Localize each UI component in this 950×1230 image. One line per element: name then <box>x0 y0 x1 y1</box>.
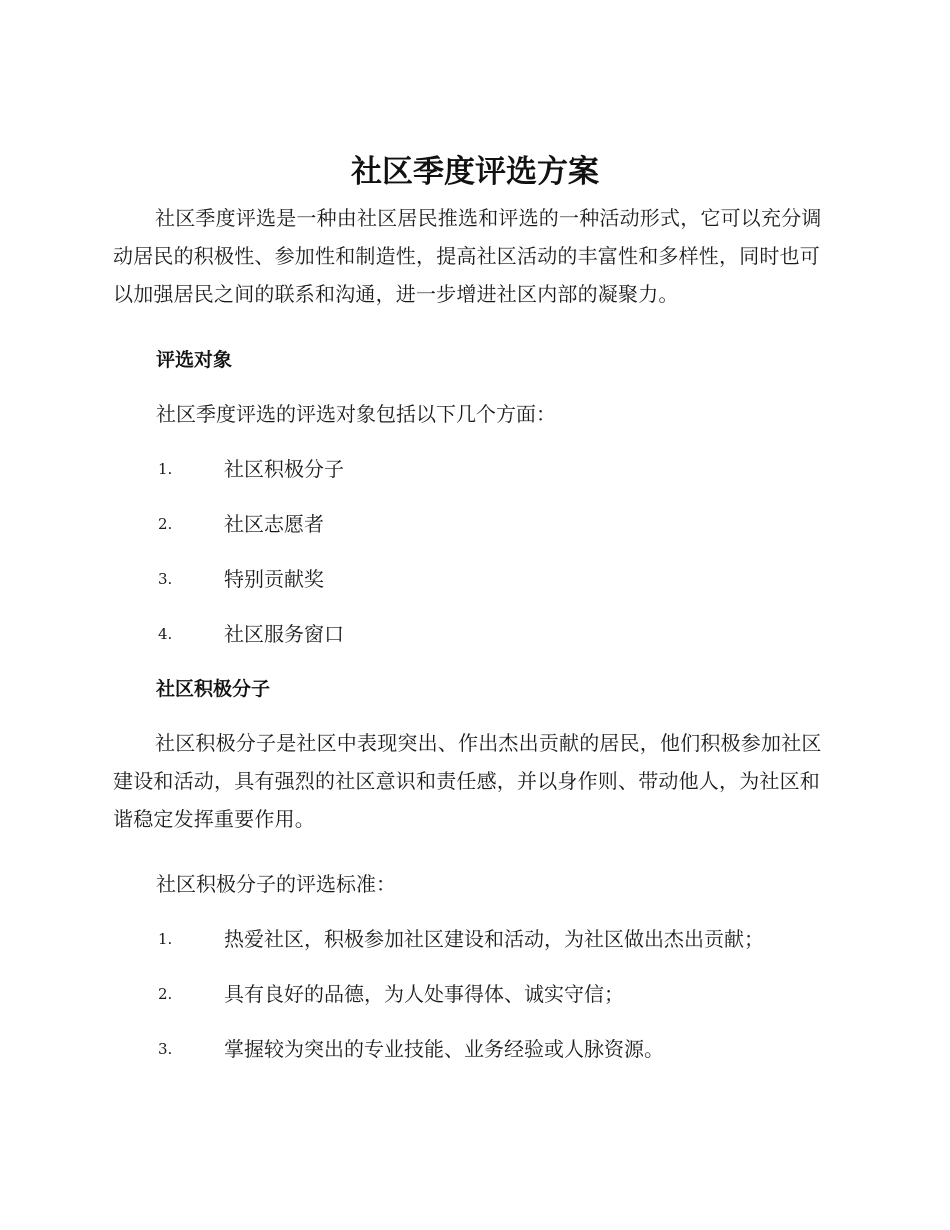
list-text: 社区服务窗口 <box>224 622 344 646</box>
list-text: 社区积极分子 <box>224 457 344 481</box>
list-text: 特别贡献奖 <box>224 567 324 591</box>
list-text: 社区志愿者 <box>224 512 324 536</box>
list-item <box>158 980 858 1008</box>
criteria-lead: 社区积极分子的评选标准： <box>156 872 396 896</box>
section-heading-selection-targets: 评选对象 <box>156 349 233 371</box>
list-number: 1. <box>158 460 173 478</box>
active-members-paragraph: 社区积极分子是社区中表现突出、作出杰出贡献的居民，他们积极参加社区建设和活动，具有强烈的社区意识和责任感，并以身作则、带动他人，为社区和谐稳定发挥重要作用。 <box>113 731 822 831</box>
list-item <box>158 510 858 538</box>
list-number: 2. <box>158 515 173 533</box>
list-item <box>158 925 858 953</box>
document-title: 社区季度评选方案 <box>351 154 599 190</box>
list-number: 1. <box>158 930 173 948</box>
list-item <box>158 455 858 483</box>
list-text: 掌握较为突出的专业技能、业务经验或人脉资源。 <box>224 1037 664 1061</box>
list-number: 2. <box>158 985 173 1003</box>
list-number: 3. <box>158 570 173 588</box>
list-item <box>158 620 858 648</box>
list-number: 3. <box>158 1040 173 1058</box>
list-text: 热爱社区，积极参加社区建设和活动，为社区做出杰出贡献； <box>224 927 764 951</box>
section-heading-active-members: 社区积极分子 <box>156 678 271 700</box>
list-text: 具有良好的品德，为人处事得体、诚实守信； <box>224 982 624 1006</box>
selection-targets-lead: 社区季度评选的评选对象包括以下几个方面： <box>156 402 556 426</box>
list-item <box>158 565 858 593</box>
intro-paragraph: 社区季度评选是一种由社区居民推选和评选的一种活动形式，它可以充分调动居民的积极性、参加性和制造性，提高社区活动的丰富性和多样性，同时也可以加强居民之间的联系和沟通，进一步增进社区内部的凝聚力。 <box>113 206 822 306</box>
list-number: 4. <box>158 625 173 643</box>
list-item <box>158 1035 858 1063</box>
